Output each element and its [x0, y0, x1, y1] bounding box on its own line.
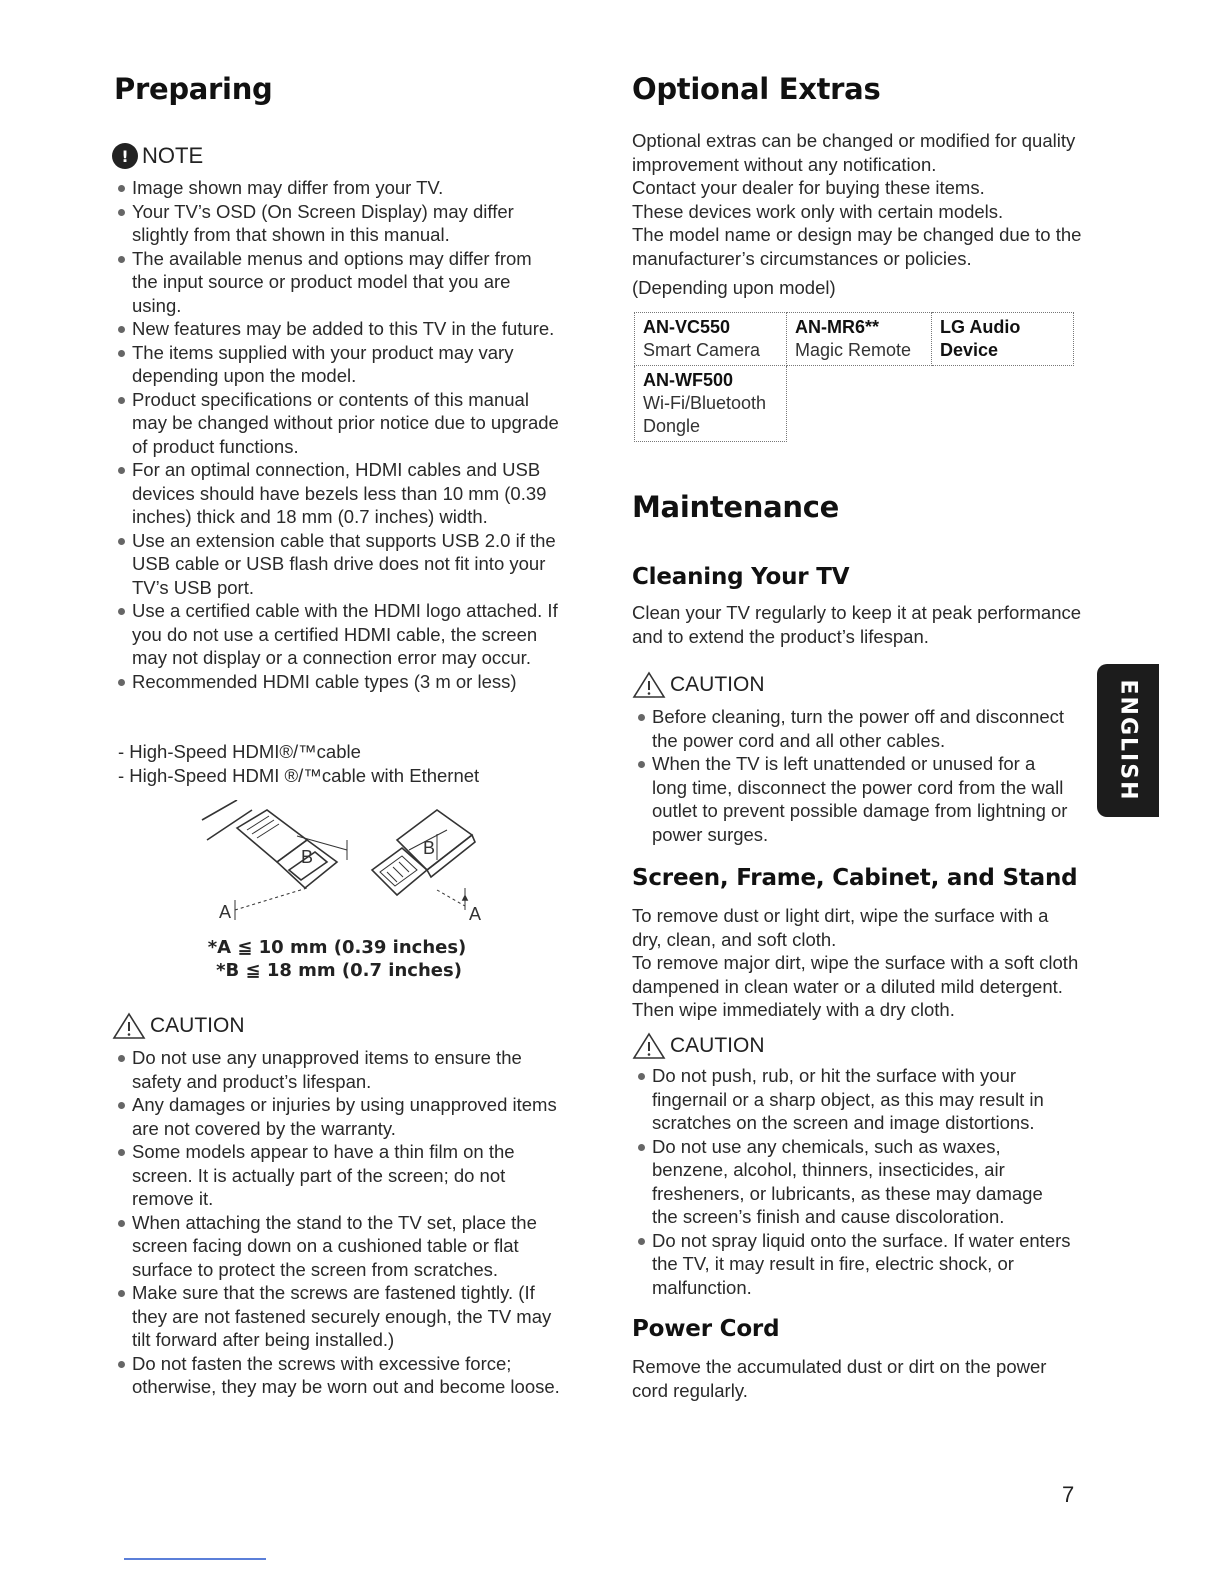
caution-item: Any damages or injuries by using unapproved items are not covered by the warranty.	[112, 1093, 560, 1140]
screen-paragraph: To remove major dirt, wipe the surface with a soft cloth dampened in clean water or a diluted mild detergent. Then wipe immediately with a dry cloth.	[632, 952, 1079, 1020]
accessory-cell	[932, 313, 1074, 366]
accessory-code: AN-MR6**	[795, 317, 880, 337]
footer-rule	[124, 1558, 266, 1560]
left-caution-list	[112, 1046, 560, 1399]
cleaning-text: Clean your TV regularly to keep it at peak performance and to extend the product’s lifespan.	[632, 602, 1082, 647]
screen-paragraph: To remove dust or light dirt, wipe the surface with a dry, clean, and soft cloth.	[632, 905, 1049, 950]
caution-item: Do not push, rub, or hit the surface with your fingernail or a sharp object, as this may result in scratches on the screen and image distortions.	[632, 1064, 1072, 1135]
caution-item: Some models appear to have a thin film on the screen. It is actually part of the screen; do not remove it.	[112, 1140, 560, 1211]
note-item: Image shown may differ from your TV.	[112, 176, 560, 200]
caution-icon	[112, 1012, 146, 1040]
accessory-code: LG Audio Device	[940, 317, 1021, 360]
caution-item: Before cleaning, turn the power off and disconnect the power cord and all other cables.	[632, 705, 1072, 752]
accessory-name: Wi-Fi/Bluetooth Dongle	[643, 393, 767, 436]
cleaning-caution-list	[632, 705, 1072, 846]
dim-label-a-hdmi: A	[219, 902, 232, 922]
caution-item: Do not use any unapproved items to ensure the safety and product’s lifespan.	[112, 1046, 560, 1093]
caution-item: Do not fasten the screws with excessive force; otherwise, they may be worn out and become loose.	[112, 1352, 560, 1399]
accessory-name: Smart Camera	[643, 340, 761, 360]
cleaning-caution-heading	[632, 671, 765, 699]
hdmi-sub-item: - High-Speed HDMI®/™cable	[118, 741, 361, 762]
power-cord-title: Power Cord	[632, 1316, 780, 1342]
caution-label: CAUTION	[670, 1034, 765, 1057]
screen-caution-heading	[632, 1032, 765, 1060]
language-label: ENGLISH	[1115, 679, 1141, 802]
caution-heading	[112, 1012, 245, 1040]
screen-title: Screen, Frame, Cabinet, and Stand	[632, 865, 1078, 891]
note-item: The items supplied with your product may vary depending upon the model.	[112, 341, 560, 388]
accessory-cell	[787, 313, 932, 366]
note-item: Your TV’s OSD (On Screen Display) may differ slightly from that shown in this manual.	[112, 200, 560, 247]
cable-dimension-illustration	[197, 800, 497, 930]
screen-caution-list	[632, 1064, 1072, 1299]
preparing-title: Preparing	[114, 72, 273, 106]
extras-paragraph: The model name or design may be changed due to the manufacturer’s circumstances or policies.	[632, 224, 1082, 269]
caution-item: When attaching the stand to the TV set, place the screen facing down on a cushioned table or flat surface to protect the screen from scratches.	[112, 1211, 560, 1282]
accessory-code: AN-VC550	[643, 317, 731, 337]
note-item: Use an extension cable that supports USB 2.0 if the USB cable or USB flash drive does not fit into your TV’s USB port.	[112, 529, 560, 600]
note-item: The available menus and options may differ from the input source or product model that you are using.	[112, 247, 560, 318]
caution-icon	[632, 671, 666, 699]
caution-label: CAUTION	[670, 673, 765, 696]
figure-caption-b: *B ≦ 18 mm (0.7 inches)	[216, 960, 462, 981]
extras-intro	[632, 129, 1082, 300]
hdmi-sub-list	[112, 740, 479, 787]
caution-item: Do not use any chemicals, such as waxes, benzene, alcohol, thinners, insecticides, air fresheners, or lubricants, as these may damage the screen’s finish and cause discoloration.	[632, 1135, 1072, 1229]
note-icon: !	[112, 143, 138, 169]
caution-item: Make sure that the screws are fastened tightly. (If they are not fastened securely enough, the TV may tilt forward after being installed.)	[112, 1281, 560, 1352]
power-cord-text: Remove the accumulated dust or dirt on the power cord regularly.	[632, 1356, 1047, 1401]
accessory-cell	[635, 313, 787, 366]
note-item: Use a certified cable with the HDMI logo attached. If you do not use a certified HDMI cable, the screen may not display or a connection error may occur.	[112, 599, 560, 670]
dim-label-b-usb: B	[423, 838, 436, 858]
accessory-cell	[635, 366, 787, 442]
note-item: Product specifications or contents of this manual may be changed without prior notice due to upgrade of product functions.	[112, 388, 560, 459]
extras-paragraph: Contact your dealer for buying these items.	[632, 177, 985, 198]
page-number: 7	[1062, 1482, 1075, 1507]
optional-extras-title: Optional Extras	[632, 72, 881, 106]
caution-icon	[632, 1032, 666, 1060]
dim-label-b-hdmi: B	[301, 847, 314, 867]
accessories-table	[634, 312, 1074, 442]
note-label: NOTE	[142, 143, 204, 168]
note-item: Recommended HDMI cable types (3 m or less)	[112, 670, 560, 694]
language-side-tab	[1097, 664, 1159, 817]
extras-paragraph: Optional extras can be changed or modified for quality improvement without any notification.	[632, 130, 1076, 175]
note-item: For an optimal connection, HDMI cables and USB devices should have bezels less than 10 mm (0.39 inches) thick and 18 mm (0.7 inches) width.	[112, 458, 560, 529]
accessory-code: AN-WF500	[643, 370, 734, 390]
screen-text	[632, 904, 1082, 1022]
cleaning-title: Cleaning Your TV	[632, 564, 850, 590]
note-heading	[112, 143, 203, 169]
note-list	[112, 176, 560, 693]
caution-item: Do not spray liquid onto the surface. If water enters the TV, it may result in fire, electric shock, or malfunction.	[632, 1229, 1072, 1300]
maintenance-title: Maintenance	[632, 490, 839, 524]
caution-item: When the TV is left unattended or unused for a long time, disconnect the power cord from the wall outlet to prevent possible damage from lightning or power surges.	[632, 752, 1072, 846]
extras-paragraph: These devices work only with certain models.	[632, 200, 1004, 222]
hdmi-sub-item: - High-Speed HDMI ®/™cable with Ethernet	[118, 764, 480, 786]
figure-caption-a: *A ≦ 10 mm (0.39 inches)	[207, 937, 467, 958]
caution-label: CAUTION	[150, 1014, 245, 1037]
depending-note: (Depending upon model)	[632, 277, 836, 298]
note-item: New features may be added to this TV in the future.	[112, 317, 560, 341]
accessory-name: Magic Remote	[795, 340, 912, 360]
dim-label-a-usb: A	[469, 904, 482, 924]
